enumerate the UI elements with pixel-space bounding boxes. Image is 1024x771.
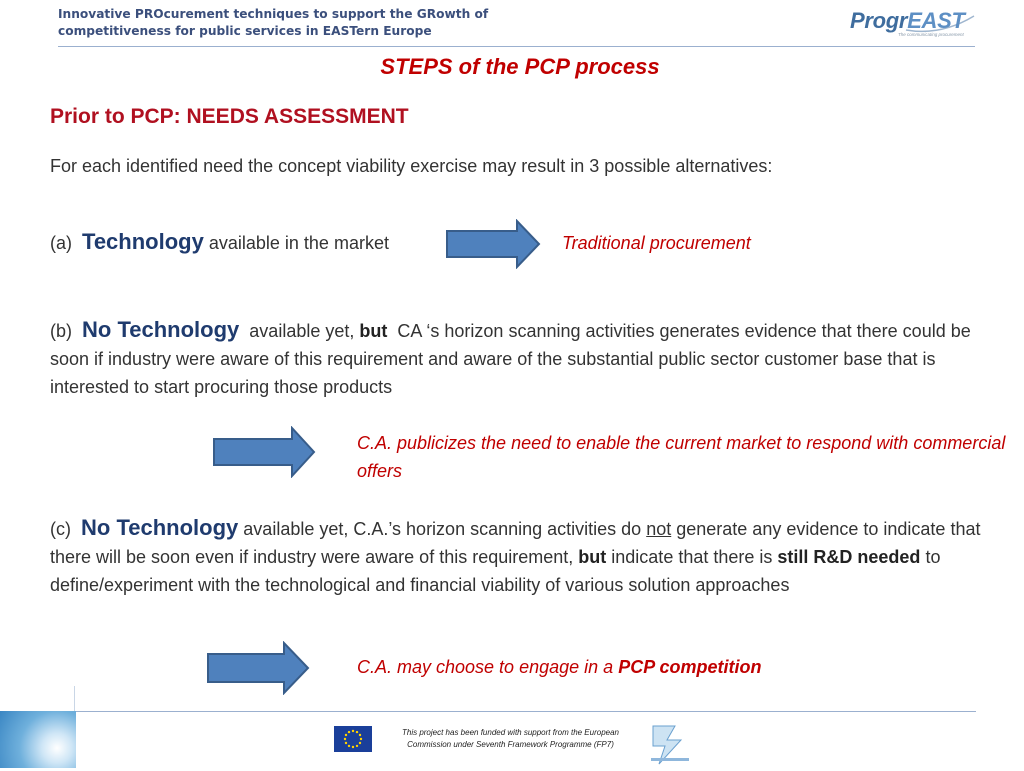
option-b-text2: CA ‘s horizon scanning activities generates evidence that there could be soon if industry were aware of this requirement and aware of the substantial public sector customer base that is interested to start procuring those products	[50, 321, 971, 397]
intro-text: For each identified need the concept viability exercise may result in 3 possible alternatives:	[50, 156, 773, 176]
option-c-result	[357, 653, 762, 681]
option-c-text2: generate any evidence to indicate that there will be soon even if industry were aware of this requirement,	[50, 519, 981, 567]
footer-divider	[74, 711, 976, 712]
progreast-logo	[846, 8, 978, 42]
option-b-marker: (b)	[50, 321, 72, 341]
project-title-line1: Innovative PROcurement techniques to support the GRowth of	[58, 7, 489, 21]
section-title: Prior to PCP: NEEDS ASSESSMENT	[50, 105, 409, 128]
option-c	[50, 514, 1010, 599]
option-c-text1: available yet, C.A.’s horizon scanning activities do	[243, 519, 642, 539]
logo-wordmark	[850, 8, 965, 34]
slide-title: STEPS of the PCP process	[380, 54, 660, 79]
fp7-logo-icon	[645, 722, 695, 766]
logo-prefix: Progr	[850, 8, 908, 33]
option-b-but: but	[359, 321, 388, 341]
option-a-marker: (a)	[50, 233, 72, 253]
option-b	[50, 316, 1000, 401]
option-c-not: not	[646, 519, 672, 539]
funding-line1: This project has been funded with support from the European	[401, 728, 620, 737]
option-b-text1: available yet,	[249, 321, 355, 341]
option-a-keyword: Technology	[82, 229, 204, 254]
eu-flag-icon	[334, 726, 372, 752]
logo-tagline: The communicating procurement	[898, 32, 964, 37]
option-b-keyword: No Technology	[82, 317, 240, 342]
funding-notice	[378, 727, 643, 751]
project-title-line2: competitiveness for public services in EASTern Europe	[58, 24, 432, 38]
option-c-keyword: No Technology	[81, 515, 239, 540]
option-a-result: Traditional procurement	[562, 233, 751, 253]
logo-suffix: EAST	[907, 8, 965, 33]
option-c-but: but	[578, 547, 607, 567]
option-a-text: available in the market	[208, 233, 389, 253]
option-c-marker: (c)	[50, 519, 71, 539]
option-c-result-prefix: C.A. may choose to engage in a	[357, 657, 614, 677]
option-a	[50, 228, 389, 257]
option-c-still-rd: still R&D needed	[777, 547, 921, 567]
corner-decoration	[0, 711, 76, 768]
arrow-icon-c	[206, 641, 310, 695]
arrow-icon-b	[212, 426, 316, 478]
option-b-result: C.A. publicizes the need to enable the current market to respond with commercial offers	[357, 433, 1006, 481]
funding-line2: Commission under Seventh Framework Programme (FP7)	[407, 740, 614, 749]
arrow-icon-a	[445, 219, 541, 269]
header-divider	[58, 46, 975, 47]
project-title	[58, 6, 578, 40]
option-c-text4: to define/experiment with the technological and financial viability of various solution approaches	[50, 547, 941, 595]
option-c-result-strong: PCP competition	[618, 657, 762, 677]
option-c-text3: indicate that there is	[611, 547, 773, 567]
